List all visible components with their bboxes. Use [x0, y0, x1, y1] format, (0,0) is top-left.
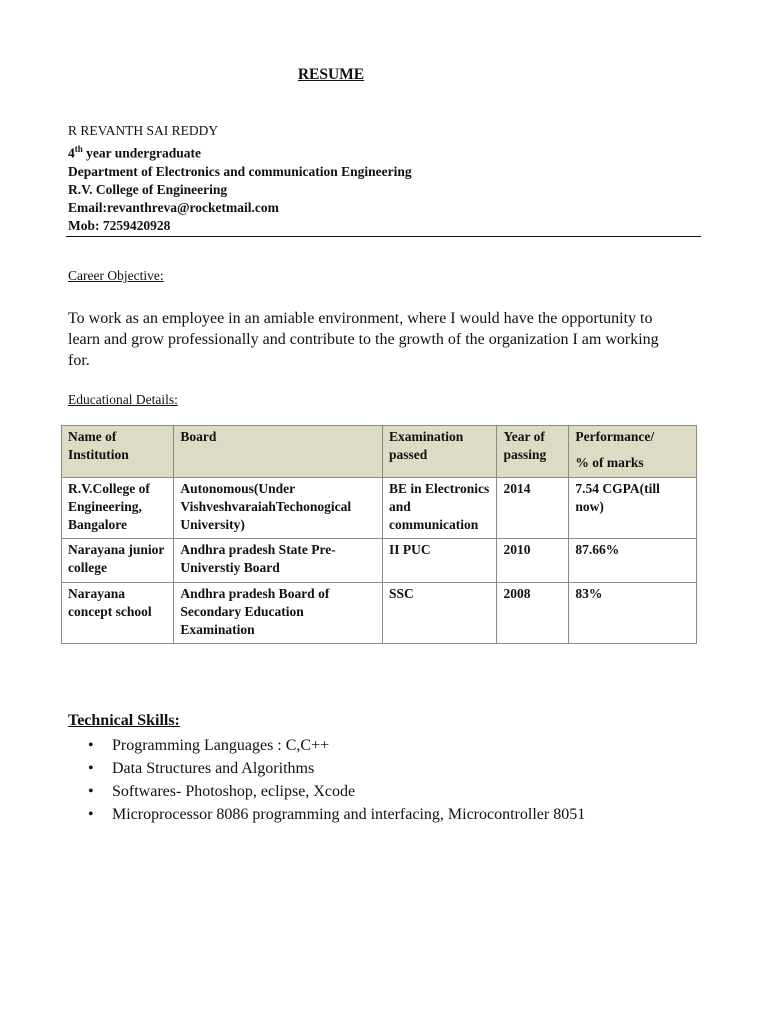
document-title: RESUME — [297, 66, 365, 83]
year-text: year undergraduate — [82, 145, 202, 161]
table-row — [62, 539, 697, 583]
cell-institution: Narayana concept school — [62, 583, 174, 644]
career-objective-heading: Career Objective: — [68, 268, 164, 283]
list-item — [68, 803, 585, 826]
header-board: Board — [174, 426, 383, 478]
year-suffix: th — [74, 144, 83, 154]
candidate-name: R REVANTH SAI REDDY — [68, 123, 219, 138]
mobile: Mob: 7259420928 — [68, 217, 171, 233]
cell-institution: R.V.College of Engineering, Bangalore — [62, 478, 174, 539]
technical-skills-list — [68, 734, 585, 826]
list-item — [68, 734, 585, 757]
skill-text: Programming Languages : C,C++ — [112, 737, 330, 754]
cell-year: 2010 — [497, 539, 569, 583]
cell-year: 2014 — [497, 478, 569, 539]
college: R.V. College of Engineering — [68, 181, 228, 197]
cell-examination: II PUC — [383, 539, 497, 583]
header-examination: Examination passed — [383, 426, 497, 478]
cell-examination: BE in Electronics and communication — [383, 478, 497, 539]
contact-block — [68, 122, 412, 235]
skill-text: Microprocessor 8086 programming and interfacing, Microcontroller 8051 — [112, 806, 586, 823]
list-item — [68, 780, 585, 803]
header-performance — [569, 426, 697, 478]
bullet-icon: • — [88, 760, 94, 777]
career-objective-text: To work as an employee in an amiable environment, where I would have the opportunity to learn and grow professionally and contribute to the growth of the organization I am working for. — [68, 310, 659, 369]
horizontal-divider — [66, 236, 701, 237]
header-year: Year of passing — [497, 426, 569, 478]
year-of-study — [68, 140, 412, 163]
department: Department of Electronics and communication Engineering — [68, 163, 412, 179]
bullet-icon: • — [88, 783, 94, 800]
cell-board: Autonomous(Under VishveshvaraiahTechonogical University) — [174, 478, 383, 539]
list-item — [68, 757, 585, 780]
year-number: 4 — [68, 145, 75, 161]
cell-institution: Narayana junior college — [62, 539, 174, 583]
cell-board: Andhra pradesh State Pre-Universtiy Board — [174, 539, 383, 583]
bullet-icon: • — [88, 737, 94, 754]
table-header-row — [62, 426, 697, 478]
skill-text: Softwares- Photoshop, eclipse, Xcode — [112, 783, 356, 800]
education-table — [61, 425, 697, 644]
header-performance-line2: % of marks — [575, 455, 644, 470]
educational-details-heading: Educational Details: — [68, 392, 178, 407]
header-performance-line1: Performance/ — [575, 429, 655, 444]
email: Email:revanthreva@rocketmail.com — [68, 199, 279, 215]
cell-performance: 83% — [569, 583, 697, 644]
bullet-icon: • — [88, 806, 94, 823]
header-institution: Name of Institution — [62, 426, 174, 478]
cell-year: 2008 — [497, 583, 569, 644]
technical-skills-heading: Technical Skills: — [68, 712, 180, 729]
table-row — [62, 478, 697, 539]
cell-board: Andhra pradesh Board of Secondary Education Examination — [174, 583, 383, 644]
cell-performance: 7.54 CGPA(till now) — [569, 478, 697, 539]
cell-performance: 87.66% — [569, 539, 697, 583]
cell-examination: SSC — [383, 583, 497, 644]
skill-text: Data Structures and Algorithms — [112, 760, 315, 777]
table-row — [62, 583, 697, 644]
